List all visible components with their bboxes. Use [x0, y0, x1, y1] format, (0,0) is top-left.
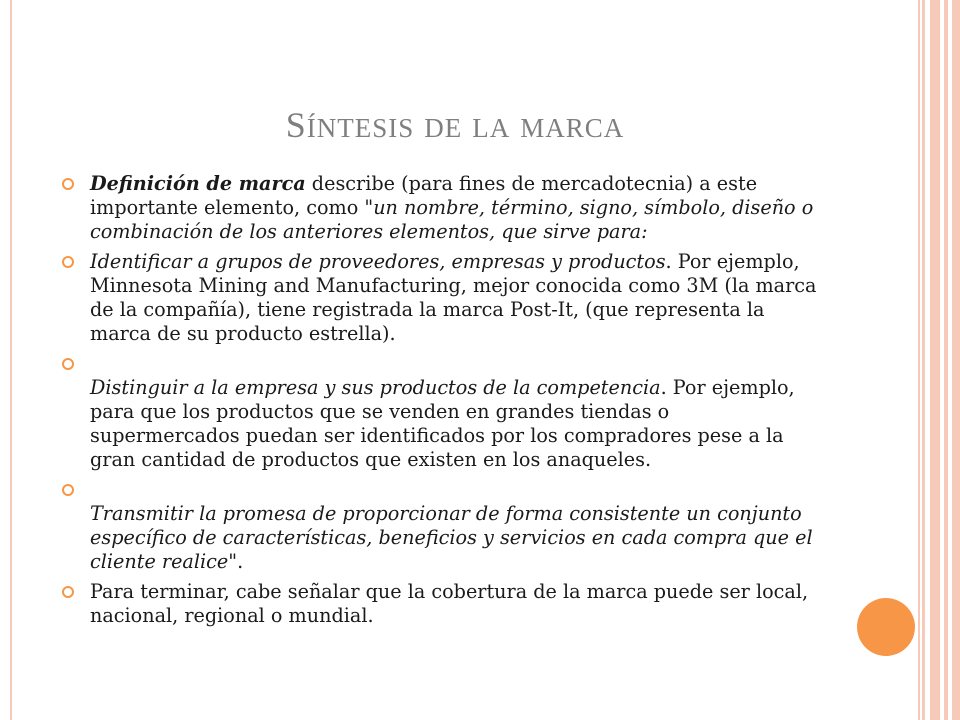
title-initial: S — [285, 105, 307, 145]
list-item — [62, 580, 822, 628]
item-text: ". — [228, 550, 244, 573]
list-item — [62, 352, 822, 472]
title-word-4: MARCA — [520, 113, 625, 143]
item-text: Para terminar, cabe señalar que la cobertura de la marca puede ser local, nacional, regional o mundial. — [90, 580, 809, 627]
item-italic-text: Transmitir la promesa de proporcionar de forma consistente un conjunto específico de características, beneficios y servicios en cada compra que el cliente realice — [90, 502, 813, 573]
stripe-4 — [952, 0, 960, 720]
bullet-icon — [62, 586, 74, 598]
list-item — [62, 478, 822, 574]
bullet-icon — [62, 178, 74, 190]
item-italic-text: Identificar a grupos de proveedores, empresas y productos — [90, 250, 666, 273]
decorative-circle — [857, 598, 915, 656]
decorative-stripes — [922, 0, 960, 720]
bullet-icon — [62, 358, 74, 370]
list-item — [62, 250, 822, 346]
slide-title — [0, 104, 910, 146]
title-word-2: DE — [424, 113, 463, 143]
term-definicion: Definición de marca — [90, 172, 306, 195]
bullet-icon — [62, 256, 74, 268]
list-item — [62, 172, 822, 244]
title-word-1: ÍNTESIS — [306, 113, 415, 143]
stripe-3 — [944, 0, 948, 720]
stripe-2 — [930, 0, 940, 720]
bullet-list — [62, 172, 822, 634]
item-text: . Por ejemplo, para que los productos que se venden en grandes tiendas o supermercados puedan ser identificados por los compradores pese a la gran cantidad de productos que existen en los anaqueles. — [90, 376, 795, 471]
item-italic-text: Distinguir a la empresa y sus productos de la competencia — [90, 376, 661, 399]
title-word-3: LA — [472, 113, 511, 143]
item-text: describe (para fines de mercadotecnia) a este importante elemento, como " — [90, 172, 758, 219]
stripe-1 — [922, 0, 925, 720]
item-text: . Por ejemplo, Minnesota Mining and Manufacturing, mejor conocida como 3M (la marca de la compañía), tiene registrada la marca Post-It, (que representa la marca de su producto estrella). — [90, 250, 817, 345]
item-italic-text: un nombre, término, signo, símbolo, diseño o combinación de los anteriores elementos, que sirve para: — [90, 196, 814, 243]
bullet-icon — [62, 484, 74, 496]
